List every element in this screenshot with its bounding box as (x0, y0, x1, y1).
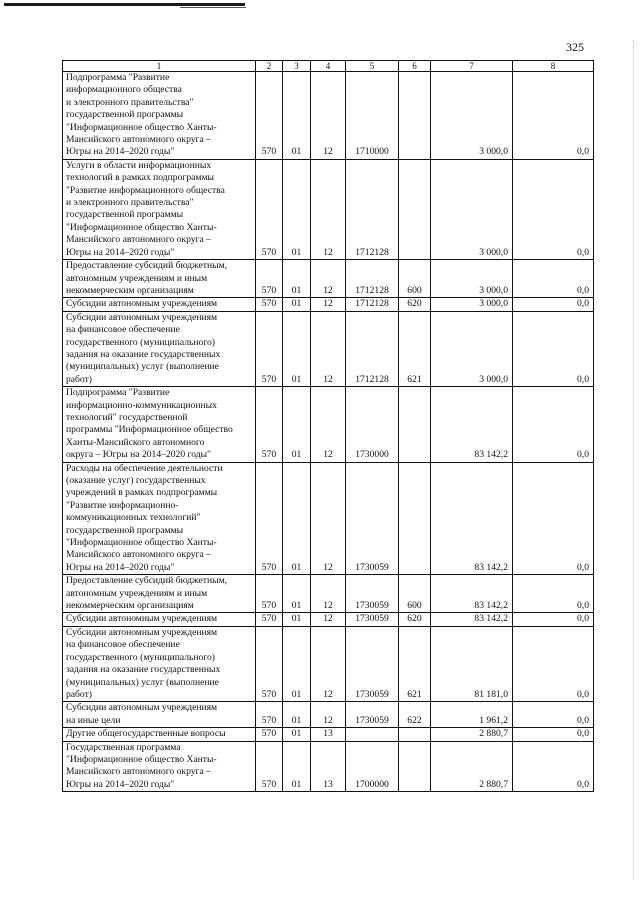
cell-col-6: 622 (399, 702, 431, 728)
table-row (63, 626, 594, 701)
cell-col-2: 570 (256, 260, 283, 298)
cell-col-5: 1730000 (346, 387, 399, 462)
description-line: Мансийского автономного округа – (66, 766, 211, 778)
table-row (63, 311, 594, 386)
cell-col-3: 01 (283, 462, 311, 575)
cell-description (63, 575, 256, 613)
description-line: программы "Информационное общество (66, 424, 233, 436)
cell-col-7: 1 961,2 (431, 702, 513, 728)
cell-col-8: 0,0 (513, 626, 594, 701)
description-line: задания на оказание государственных (66, 348, 221, 360)
cell-col-6 (399, 387, 431, 462)
cell-col-5: 1730059 (346, 626, 399, 701)
description-line: "Информационное общество Ханты- (66, 537, 217, 549)
description-line: "Развитие информационно- (66, 499, 179, 511)
cell-col-6: 621 (399, 311, 431, 386)
cell-col-8: 0,0 (513, 260, 594, 298)
cell-col-7: 83 142,2 (431, 462, 513, 575)
description-line: Субсидии автономным учреждениям (66, 298, 218, 310)
cell-col-6 (399, 741, 431, 792)
cell-col-2: 570 (256, 159, 283, 259)
table-row (63, 462, 594, 575)
description-line: Субсидии автономным учреждениям (66, 311, 218, 323)
cell-col-7: 3 000,0 (431, 298, 513, 311)
table-header (63, 61, 594, 72)
cell-col-7: 3 000,0 (431, 159, 513, 259)
cell-col-7: 2 880,7 (431, 728, 513, 741)
cell-col-3: 01 (283, 260, 311, 298)
cell-description (63, 260, 256, 298)
cell-col-2: 570 (256, 298, 283, 311)
cell-col-6 (399, 728, 431, 741)
cell-col-7: 2 880,7 (431, 741, 513, 792)
cell-description (63, 159, 256, 259)
description-line: на иные цели (66, 714, 121, 726)
cell-col-6 (399, 72, 431, 160)
cell-col-8: 0,0 (513, 575, 594, 613)
cell-col-3: 01 (283, 626, 311, 701)
description-line: государственного (муниципального) (66, 336, 215, 348)
cell-col-4: 12 (311, 613, 346, 626)
cell-col-8: 0,0 (513, 311, 594, 386)
description-line: Субсидии автономным учреждениям (66, 702, 218, 714)
cell-description (63, 311, 256, 386)
description-line: работ) (66, 688, 92, 700)
cell-col-6 (399, 159, 431, 259)
table-row (63, 741, 594, 792)
description-line: Мансийского автономного округа – (66, 549, 211, 561)
description-line: Югры на 2014–2020 годы" (66, 146, 175, 158)
description-line: "Информационное общество Ханты- (66, 121, 217, 133)
cell-col-4: 13 (311, 741, 346, 792)
description-line: Расходы на обеспечение деятельности (66, 462, 223, 474)
table-row (63, 159, 594, 259)
description-line: государственного (муниципального) (66, 651, 215, 663)
cell-col-4: 12 (311, 702, 346, 728)
cell-col-3: 01 (283, 387, 311, 462)
cell-col-4: 12 (311, 72, 346, 160)
cell-col-5 (346, 728, 399, 741)
description-line: государственной программы (66, 209, 184, 221)
cell-col-7: 83 142,2 (431, 575, 513, 613)
table-row (63, 387, 594, 462)
cell-col-8: 0,0 (513, 462, 594, 575)
cell-col-8: 0,0 (513, 298, 594, 311)
header-col-2: 2 (256, 61, 283, 72)
cell-col-3: 01 (283, 702, 311, 728)
description-line: некоммерческим организациям (66, 284, 194, 296)
cell-col-5: 1712128 (346, 298, 399, 311)
cell-col-8: 0,0 (513, 613, 594, 626)
cell-col-4: 12 (311, 298, 346, 311)
description-line: автономным учреждениям и иным (66, 272, 208, 284)
cell-col-5: 1712128 (346, 159, 399, 259)
cell-col-2: 570 (256, 311, 283, 386)
cell-col-2: 570 (256, 387, 283, 462)
cell-description (63, 626, 256, 701)
description-line: Югры на 2014–2020 годы" (66, 246, 175, 258)
table-row (63, 702, 594, 728)
cell-col-4: 12 (311, 575, 346, 613)
description-line: (оказание услуг) государственных (66, 475, 206, 486)
cell-col-8: 0,0 (513, 728, 594, 741)
cell-description (63, 462, 256, 575)
cell-col-4: 12 (311, 260, 346, 298)
header-col-7: 7 (431, 61, 513, 72)
cell-col-4: 12 (311, 159, 346, 259)
budget-table (62, 60, 594, 792)
description-line: на финансовое обеспечение (66, 639, 180, 651)
cell-col-6 (399, 462, 431, 575)
cell-col-7: 3 000,0 (431, 260, 513, 298)
cell-col-7: 3 000,0 (431, 72, 513, 160)
cell-col-4: 13 (311, 728, 346, 741)
cell-description (63, 613, 256, 626)
table-body (63, 72, 594, 792)
description-line: Подпрограмма "Развитие (66, 387, 170, 399)
cell-col-7: 83 142,2 (431, 387, 513, 462)
cell-col-5: 1712128 (346, 311, 399, 386)
cell-col-5: 1730059 (346, 575, 399, 613)
description-line: "Информационное общество Ханты- (66, 753, 217, 765)
cell-col-6: 620 (399, 298, 431, 311)
header-col-1: 1 (63, 61, 256, 72)
description-line: задания на оказание государственных (66, 664, 221, 676)
cell-col-4: 12 (311, 462, 346, 575)
cell-col-8: 0,0 (513, 387, 594, 462)
cell-col-4: 12 (311, 311, 346, 386)
description-line: работ) (66, 373, 92, 385)
cell-col-3: 01 (283, 728, 311, 741)
cell-col-8: 0,0 (513, 159, 594, 259)
cell-col-8: 0,0 (513, 741, 594, 792)
description-line: Предоставление субсидий бюджетным, (66, 260, 228, 272)
cell-col-6: 600 (399, 575, 431, 613)
cell-col-7: 83 142,2 (431, 613, 513, 626)
description-line: информационного общества (66, 84, 182, 96)
cell-col-8: 0,0 (513, 702, 594, 728)
header-col-4: 4 (311, 61, 346, 72)
scan-artifact-line (180, 7, 246, 8)
description-line: Государственная программа (66, 741, 181, 753)
cell-col-5: 1730059 (346, 702, 399, 728)
cell-col-3: 01 (283, 741, 311, 792)
table-row (63, 728, 594, 741)
table-row (63, 298, 594, 311)
table-row (63, 72, 594, 160)
scan-artifact-bar (4, 3, 245, 6)
description-line: информационно-коммуникационных (66, 399, 217, 411)
description-line: Мансийского автономного округа – (66, 134, 211, 146)
header-row (63, 61, 594, 72)
cell-col-5: 1710000 (346, 72, 399, 160)
cell-col-4: 12 (311, 626, 346, 701)
cell-col-6: 620 (399, 613, 431, 626)
description-line: Подпрограмма "Развитие (66, 72, 170, 83)
cell-col-6: 600 (399, 260, 431, 298)
description-line: автономным учреждениям и иным (66, 587, 208, 599)
cell-col-7: 3 000,0 (431, 311, 513, 386)
description-line: (муниципальных) услуг (выполнение (66, 676, 219, 688)
description-line: и электронного правительства" (66, 96, 194, 108)
cell-col-2: 570 (256, 702, 283, 728)
description-line: Югры на 2014–2020 годы" (66, 561, 175, 573)
cell-col-5: 1712128 (346, 260, 399, 298)
cell-col-3: 01 (283, 298, 311, 311)
cell-col-2: 570 (256, 72, 283, 160)
cell-col-2: 570 (256, 728, 283, 741)
cell-col-5: 1730059 (346, 462, 399, 575)
cell-description (63, 728, 256, 741)
description-line: государственной программы (66, 524, 184, 536)
cell-description (63, 702, 256, 728)
cell-col-7: 81 181,0 (431, 626, 513, 701)
description-line: Другие общегосударственные вопросы (66, 728, 226, 740)
cell-description (63, 741, 256, 792)
table-row (63, 260, 594, 298)
description-line: некоммерческим организациям (66, 600, 194, 612)
cell-col-5: 1700000 (346, 741, 399, 792)
cell-col-3: 01 (283, 311, 311, 386)
cell-description (63, 72, 256, 160)
cell-description (63, 298, 256, 311)
table-row (63, 575, 594, 613)
header-col-8: 8 (513, 61, 594, 72)
header-col-5: 5 (346, 61, 399, 72)
description-line: (муниципальных) услуг (выполнение (66, 361, 219, 373)
description-line: коммуникационных технологий" (66, 512, 201, 524)
description-line: и электронного правительства" (66, 197, 194, 209)
description-line: "Информационное общество Ханты- (66, 221, 217, 233)
description-line: округа – Югры на 2014–2020 годы" (66, 449, 211, 461)
cell-description (63, 387, 256, 462)
description-line: Югры на 2014–2020 годы" (66, 778, 175, 790)
cell-col-2: 570 (256, 626, 283, 701)
table-row (63, 613, 594, 626)
description-line: Услуги в области информационных (66, 159, 212, 171)
description-line: Субсидии автономным учреждениям (66, 626, 218, 638)
cell-col-3: 01 (283, 159, 311, 259)
description-line: технологий" государственной (66, 411, 188, 423)
cell-col-3: 01 (283, 575, 311, 613)
cell-col-2: 570 (256, 741, 283, 792)
description-line: государственной программы (66, 109, 184, 121)
cell-col-2: 570 (256, 613, 283, 626)
page-number: 325 (566, 40, 584, 54)
cell-col-8: 0,0 (513, 72, 594, 160)
description-line: на финансовое обеспечение (66, 324, 180, 336)
cell-col-2: 570 (256, 575, 283, 613)
description-line: учреждений в рамках подпрограммы (66, 487, 218, 499)
scan-edge-artifact (633, 40, 634, 880)
cell-col-2: 570 (256, 462, 283, 575)
header-col-6: 6 (399, 61, 431, 72)
cell-col-4: 12 (311, 387, 346, 462)
cell-col-3: 01 (283, 72, 311, 160)
description-line: Предоставление субсидий бюджетным, (66, 575, 228, 587)
description-line: Мансийского автономного округа – (66, 234, 211, 246)
description-line: Ханты-Мансийского автономного (66, 436, 205, 448)
description-line: технологий в рамках подпрограммы (66, 172, 214, 184)
header-col-3: 3 (283, 61, 311, 72)
cell-col-5: 1730059 (346, 613, 399, 626)
description-line: Субсидии автономным учреждениям (66, 613, 218, 625)
cell-col-3: 01 (283, 613, 311, 626)
description-line: "Развитие информационного общества (66, 184, 225, 196)
cell-col-6: 621 (399, 626, 431, 701)
